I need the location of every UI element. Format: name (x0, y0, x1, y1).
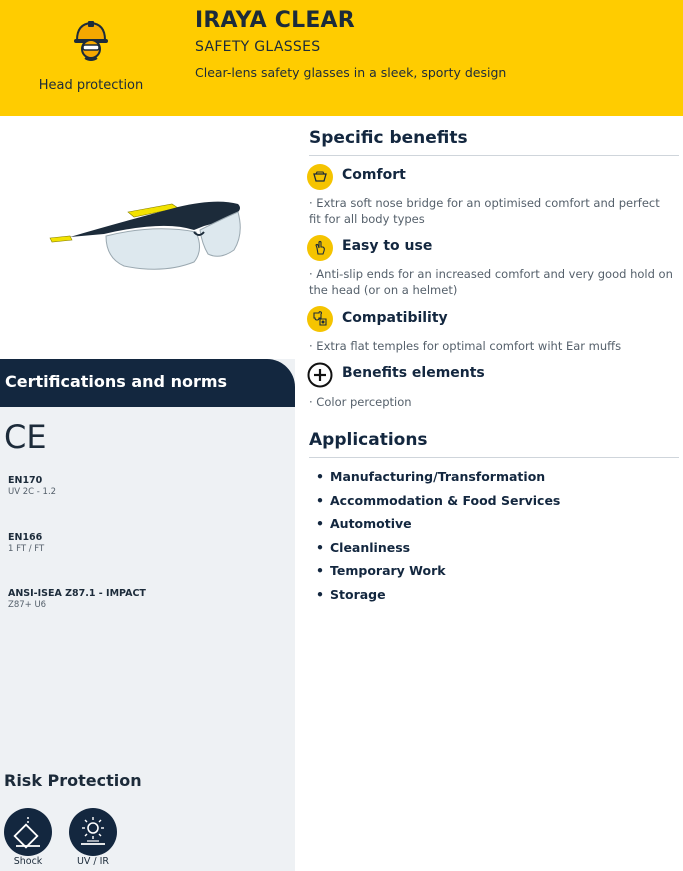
list-item: • Automotive (316, 515, 560, 539)
norm-subtitle: Z87+ U6 (8, 600, 47, 610)
norm-item (8, 532, 44, 554)
helmet-icon (72, 20, 110, 62)
product-tagline: Clear-lens safety glasses in a sleek, sporty design (195, 65, 507, 80)
divider (309, 457, 679, 458)
certifications-header (0, 359, 295, 407)
norm-title: EN170 (8, 475, 43, 486)
benefit-title-comfort: Comfort (342, 167, 406, 183)
norm-item (8, 588, 146, 610)
benefit-desc-comfort: · Extra soft nose bridge for an optimised comfort and perfect fit for all body types (309, 196, 660, 226)
svg-text:CE: CE (4, 420, 47, 452)
uv-ir-icon (69, 808, 117, 856)
norm-subtitle: 1 FT / FT (8, 544, 45, 554)
ce-mark-icon (4, 420, 50, 452)
norm-subtitle: UV 2C - 1.2 (8, 487, 57, 497)
benefit-desc-elements: · Color perception (309, 395, 412, 409)
applications-heading: Applications (309, 430, 428, 450)
list-item: • Temporary Work (316, 562, 560, 586)
plus-circle-icon (307, 362, 333, 388)
list-item: • Cleanliness (316, 539, 560, 563)
list-item: • Storage (316, 586, 560, 610)
category-label: Head protection (38, 78, 144, 93)
benefit-desc-compatibility: · Extra flat temples for optimal comfort wiht Ear muffs (309, 339, 622, 353)
product-image-glasses (44, 190, 250, 280)
list-item: • Accommodation & Food Services (316, 492, 560, 516)
shock-icon (4, 808, 52, 856)
puzzle-icon (307, 306, 333, 332)
benefit-title-easy-to-use: Easy to use (342, 238, 433, 254)
risk-label-uv-ir: UV / IR (76, 856, 110, 867)
product-title: IRAYA CLEAR (195, 8, 355, 33)
benefits-heading: Specific benefits (309, 128, 468, 148)
risk-label-shock: Shock (13, 856, 43, 867)
certifications-heading: Certifications and norms (5, 372, 228, 391)
list-item: • Manufacturing/Transformation (316, 468, 560, 492)
divider (309, 155, 679, 156)
norm-item (8, 475, 56, 497)
norm-title: EN166 (8, 532, 43, 543)
benefit-title-compatibility: Compatibility (342, 310, 448, 326)
applications-list (316, 468, 560, 609)
norm-title: ANSI-ISEA Z87.1 - IMPACT (8, 588, 146, 599)
header-banner (0, 0, 683, 116)
benefit-title-elements: Benefits elements (342, 365, 485, 381)
hand-icon (307, 235, 333, 261)
risk-protection-heading: Risk Protection (4, 771, 142, 790)
product-subtitle: SAFETY GLASSES (195, 39, 321, 55)
comfort-icon (307, 164, 333, 190)
benefit-desc-easy-to-use: · Anti-slip ends for an increased comfort and very good hold on the head (or on a helmet) (309, 267, 673, 297)
